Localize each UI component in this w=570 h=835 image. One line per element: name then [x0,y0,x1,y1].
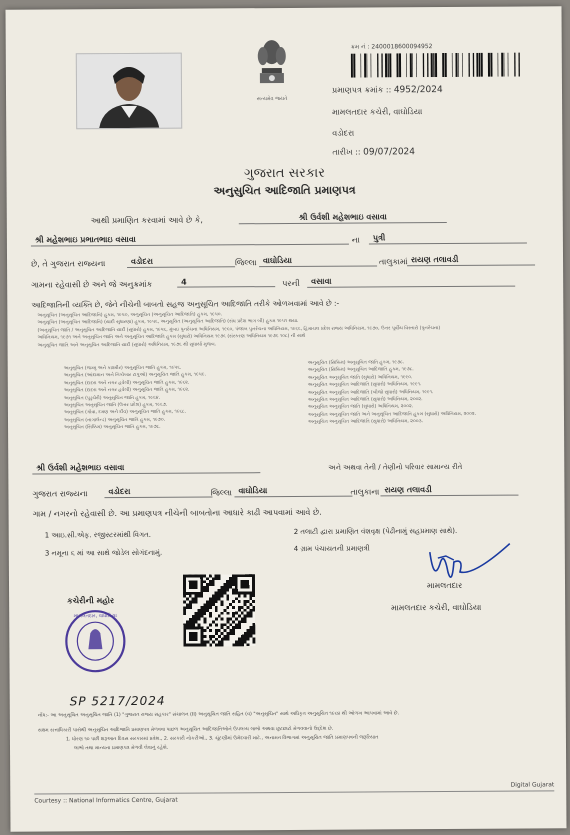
state-title: ગુજરાત સરકાર [244,165,325,182]
order-item: અનુસૂચિત અનુસૂચિત આદિજાતિ (સુધારો) અધિનિયમ, ૧૯૯૧. [307,382,422,389]
issue-date-label: તારીખ :: [332,147,361,157]
seal-label: કચેરીની મહોર [67,596,115,606]
condition-item: 2 તલાટી દ્વારા પ્રમાણિત વંશવૃક્ષ (પેઢીનામું સહપ્રમાણ સાથે). [293,526,458,536]
signatory-office: મામલતદાર કચેરી, વાઘોડિયા [391,602,482,613]
applicant-name: શ્રી ઉર્વશી મહેશભાઇ વસાવા [239,212,447,224]
order-item: અનુસૂચિત અનુસૂચિત જાતિ (સુધારો) અધિનિયમ, ૨૦૦૨. [307,404,414,411]
national-emblem-icon [254,38,290,96]
footer-courtesy: Courtesy :: National Informatics Centre, Gujarat [34,796,178,805]
serial-number: 4 [177,277,275,288]
certify-text: આથી પ્રમાણિત કરવામાં આવે છે કે, [90,215,203,226]
na-text: ના [351,235,360,245]
order-item: અનુસૂચિત અનુસૂચિત આદિજાતિ (સુધારો) અધિનિયમ, ૨૦૦૨. [307,397,423,403]
order-item: અનુસૂચિત (સિક્કિમ) અનુસૂચિત જાતિ હુકમ, ૧૯૭૮. [64,425,161,431]
father-name: શ્રી મહેશભાઇ પ્રભાતભાઇ વસાવા [31,234,349,247]
residence-taluka: વાઘોડિયા [234,486,352,498]
certificate-number-row [332,85,443,96]
signatory-title: મામલતદાર [426,580,463,591]
office-seal [64,609,126,673]
adijati-text: આદિજાતિની વ્યક્તિ છે, જેને નીચેની બાબતો સહજ અનુસૂચિત આદિજાતિ તરીકે ઓળખવામાં આવે છે :- [31,298,340,310]
family-text: અને અથવા તેની / તેણીનો પરિવાર સામાન્ય રીતે [328,462,463,472]
note-line: નોંધ:- આ અનુસૂચિત અનુસૂચિત જાતિ (1) "ગુજરાત રાજ્ય સહકાર" સંચાલન (II) અનુસૂચિત જાતિ સહિત (વ) "અનુસૂચિત" સાથે અધિકૃત અનુસૂચિત ૧૯૬૪ થી ઓળખ આપવામાં આવે છે. [37,711,400,719]
applicant-photo [76,53,182,130]
order-item: અનુસૂચિત (સિક્કિમ) અનુસૂચિત જાતિ હુકમ, ૧૯૭૮. [307,360,405,366]
order-item: અનુસૂચિત (દાદરા અને નગર હવેલી) અનુસૂચિત જાતિ હુકમ, ૧૯૬૨. [63,387,190,394]
footer-digital-gujarat: Digital Gujarat [510,781,555,789]
issue-date: 09/07/2024 [363,147,416,158]
footer [34,781,555,805]
order-item: અનુસૂચિત અનુસૂચિત આદિજાતિ (સુધારો) અધિનિયમ, ૨૦૦૩. [308,419,424,426]
orders-right-list [308,359,518,427]
order-item: અધિનિયમ, ૧૯૭૧ અને અનુસૂચિત જાતિ અને અનુસૂચિત આદિજાતિ હુકમ (સુધારો) અધિનિયમ ૧૯૭૬ (સંસ્કરણ અધિનિયમ ૧૯૭૬ ૧૦૮) ની સાથે [37,334,306,341]
certificate-number: 4952/2024 [393,85,443,96]
order-item: અનુસૂચિત (આંદામાન અને નિકોબાર ટાપુઓ) અનુસૂચિત જાતિ હુકમ, ૧૯૫૯. [63,372,206,379]
order-item: અનુસૂચિત (દાદરા અને નગર હવેલી) અનુસૂચિત જાતિ હુકમ, ૧૯૬૨. [63,380,190,387]
taluka-label: તાલુકામાં [379,257,408,267]
order-item: અનુસૂચિત અનુસૂચિત આદિજાતિ (બીજો સુધારો) અધિનિયમ, ૧૯૯૧. [307,389,434,396]
orders-left-list [64,364,274,432]
caste-name: વસાવા [307,276,515,288]
seal-text: મામલતદાર, વાઘોડિયા [73,613,117,620]
note-line: લાભો તથા માન્યતા પ્રમાણપત્ર મેળવી લેવાનું રહેશે. [73,745,169,752]
family-name: શ્રી ઉર્વશી મહેશભાઇ વસાવા [32,462,260,474]
issuing-office: મામલતદાર કચેરી, વાઘોડિયા [332,107,423,117]
order-item: અનુસૂચિત (ગોવા, દમણ અને દીવ) અનુસૂચિત જાતિ હુકમ, ૧૯૬૮. [63,410,187,416]
condition-item: 4 ગ્રામ પંચાયતની પ્રમાણત્રી [293,544,370,553]
village-label: ગામના રહેવાસી છે અને જે અનુક્રમાંક [31,279,153,290]
barcode [351,53,521,78]
district-label: જિલ્લા [235,258,257,268]
residence-village: રાયણ તલાવડી [380,485,518,497]
order-item: અનુસૂચિત (સિક્કિમ) અનુસૂચિત આદિજાતિ હુકમ, ૧૯૭૮. [307,367,414,374]
orders-full-list [37,309,547,349]
residence-basis-text: ગામ / નગરનો રહેવાસી છે. આ પ્રમાણપત્ર નીચેની બાબતોના આધારે કાઢી આપવામાં આવે છે. [32,507,322,519]
condition-item: 1 આઇ.સી.એફ. રજીસ્ટરમાંથી વિગત. [44,530,152,540]
village-value: રાયણ તલાવડી [407,254,535,266]
certificate-paper [5,6,566,831]
order-item: અનુસૂચિત (પુડુચેરી) અનુસૂચિત જાતિ હુકમ, ૧૯૬૪. [63,395,160,401]
issuing-district: વડોદરા [332,128,355,138]
note-line: 1. ધોરણ ૧૦ પછી શરૂઆત દિવસ સરકારમાં પ્રવેશ., 2. સરકારી નોકરીઓ., 3. ચૂંટણીમાં ઉમેદવારી માટે., અનામત વિભાગમાં અનુસૂચિત જાતિ પ્રમાણપત્રની જરૂરિયાત [65,735,379,743]
note-line: સક્ષમ સત્તાધિકારી પાસેથી અનુસૂચિત આદિજાતિ પ્રમાણપત્ર મેળવવા પાછળ અનુસૂચિત આદિજાતિઓને ઉપલબ્ધ લાભો અથવા છૂટછાટો મેળવવાનો ઉદ્દેશ છે. [37,726,334,734]
residence-taluka-label: તાલુકાના [350,487,380,497]
certificate-title: અનુસુચિત આદિજાતિ પ્રમાણપત્ર [213,183,356,198]
order-item: અનુસૂચિત (અનુસૂચિત આદિજાતિ) (યાદી સુધારણા) હુકમ, ૧૯૫૬, અનુસૂચિત (અનુસૂચિત આદિજાતિ) (સંઘ પ્રદેશ ભાગ બી) હુકમ ૧૯૫૧ થયા. [37,319,299,326]
emblem-caption: સત્યમેવ જયતે [256,95,288,103]
order-item: અનુસૂચિત (અનુસૂચિત આદિજાતિ) હુકમ, ૧૯૫૦, અનુસૂચિત (અનુસૂચિત આદિજાતિ) હુકમ, ૧૯૫૦. [37,312,222,319]
order-item: અનુસૂચિત અનુસૂચિત જાતિ (ઉત્તર પ્રદેશ) હુકમ, ૧૯૬૭. [63,402,168,409]
condition-item: 3 નમૂના ૬ માં આ સાથે જોડેલ સોગંદનામું. [44,548,163,558]
notes-section [38,708,548,753]
district-value: વડોદરા [127,256,235,268]
order-item: અનુસૂચિત અનુસૂચિત જાતિ (સુધારો) અધિનિયમ, ૧૯૯૦. [307,375,413,381]
barcode-number: ક્રમ નં : 2400018600094952 [350,43,433,51]
order-item: અનુસૂચિત જાતિ અને અનુસૂચિત આદિજાતિ યાદી (સુધારો) અધિનિયમ, ૧૯૭૬ થી સુધાર્યા મુજબ. [37,342,217,349]
taluka-value: વાઘોડિયા [259,255,377,267]
certificate-number-label: પ્રમાણપત્ર ક્રમાંક :: [331,85,392,95]
residence-district: વડોદરા [104,486,212,498]
qr-code [183,574,255,646]
paiki-label: પરની [282,278,300,289]
residence-district-label: જિલ્લા [210,488,233,498]
issue-date-row [332,147,415,158]
order-item: (અનુસૂચિત જાતિ / અનુસૂચિત આદિજાતિ યાદી (સુધારો) હુકમ, ૧૯૫૬, મુંબઇ પુનર્રચના અધિનિયમ, ૧૯૬૦, પંજાબ પુનર્રચના અધિનિયમ, ૧૯૬૬, હિમાચલ પ્રદેશ રાજ્ય અધિનિયમ, ૧૯૭૦, ઉત્તર પૂર્વીય વિસ્તારો (પુનર્રચના) [37,325,441,334]
order-item: અનુસૂચિત અનુસૂચિત જાતિ અને અનુસૂચિત આદિજાતિ હુકમ (સુધારો) અધિનિયમ, ૨૦૦૨. [307,411,477,418]
state-label: છે, તે ગુજરાત રાજ્યના [31,259,106,269]
residence-state-label: ગુજરાત રાજ્યના [32,489,88,499]
order-item: અનુસૂચિત (જમ્મુ અને કાશ્મીર) અનુસૂચિત જાતિ હુકમ, ૧૯૫૬. [63,365,182,372]
order-item: અનુસૂચિત (નાગાલેન્ડ) અનુસૂચિત જાતિ હુકમ, ૧૯૭૦. [63,417,166,424]
relation: પુત્રી [369,233,527,245]
handwritten-reference: SP 5217/2024 [69,693,166,709]
